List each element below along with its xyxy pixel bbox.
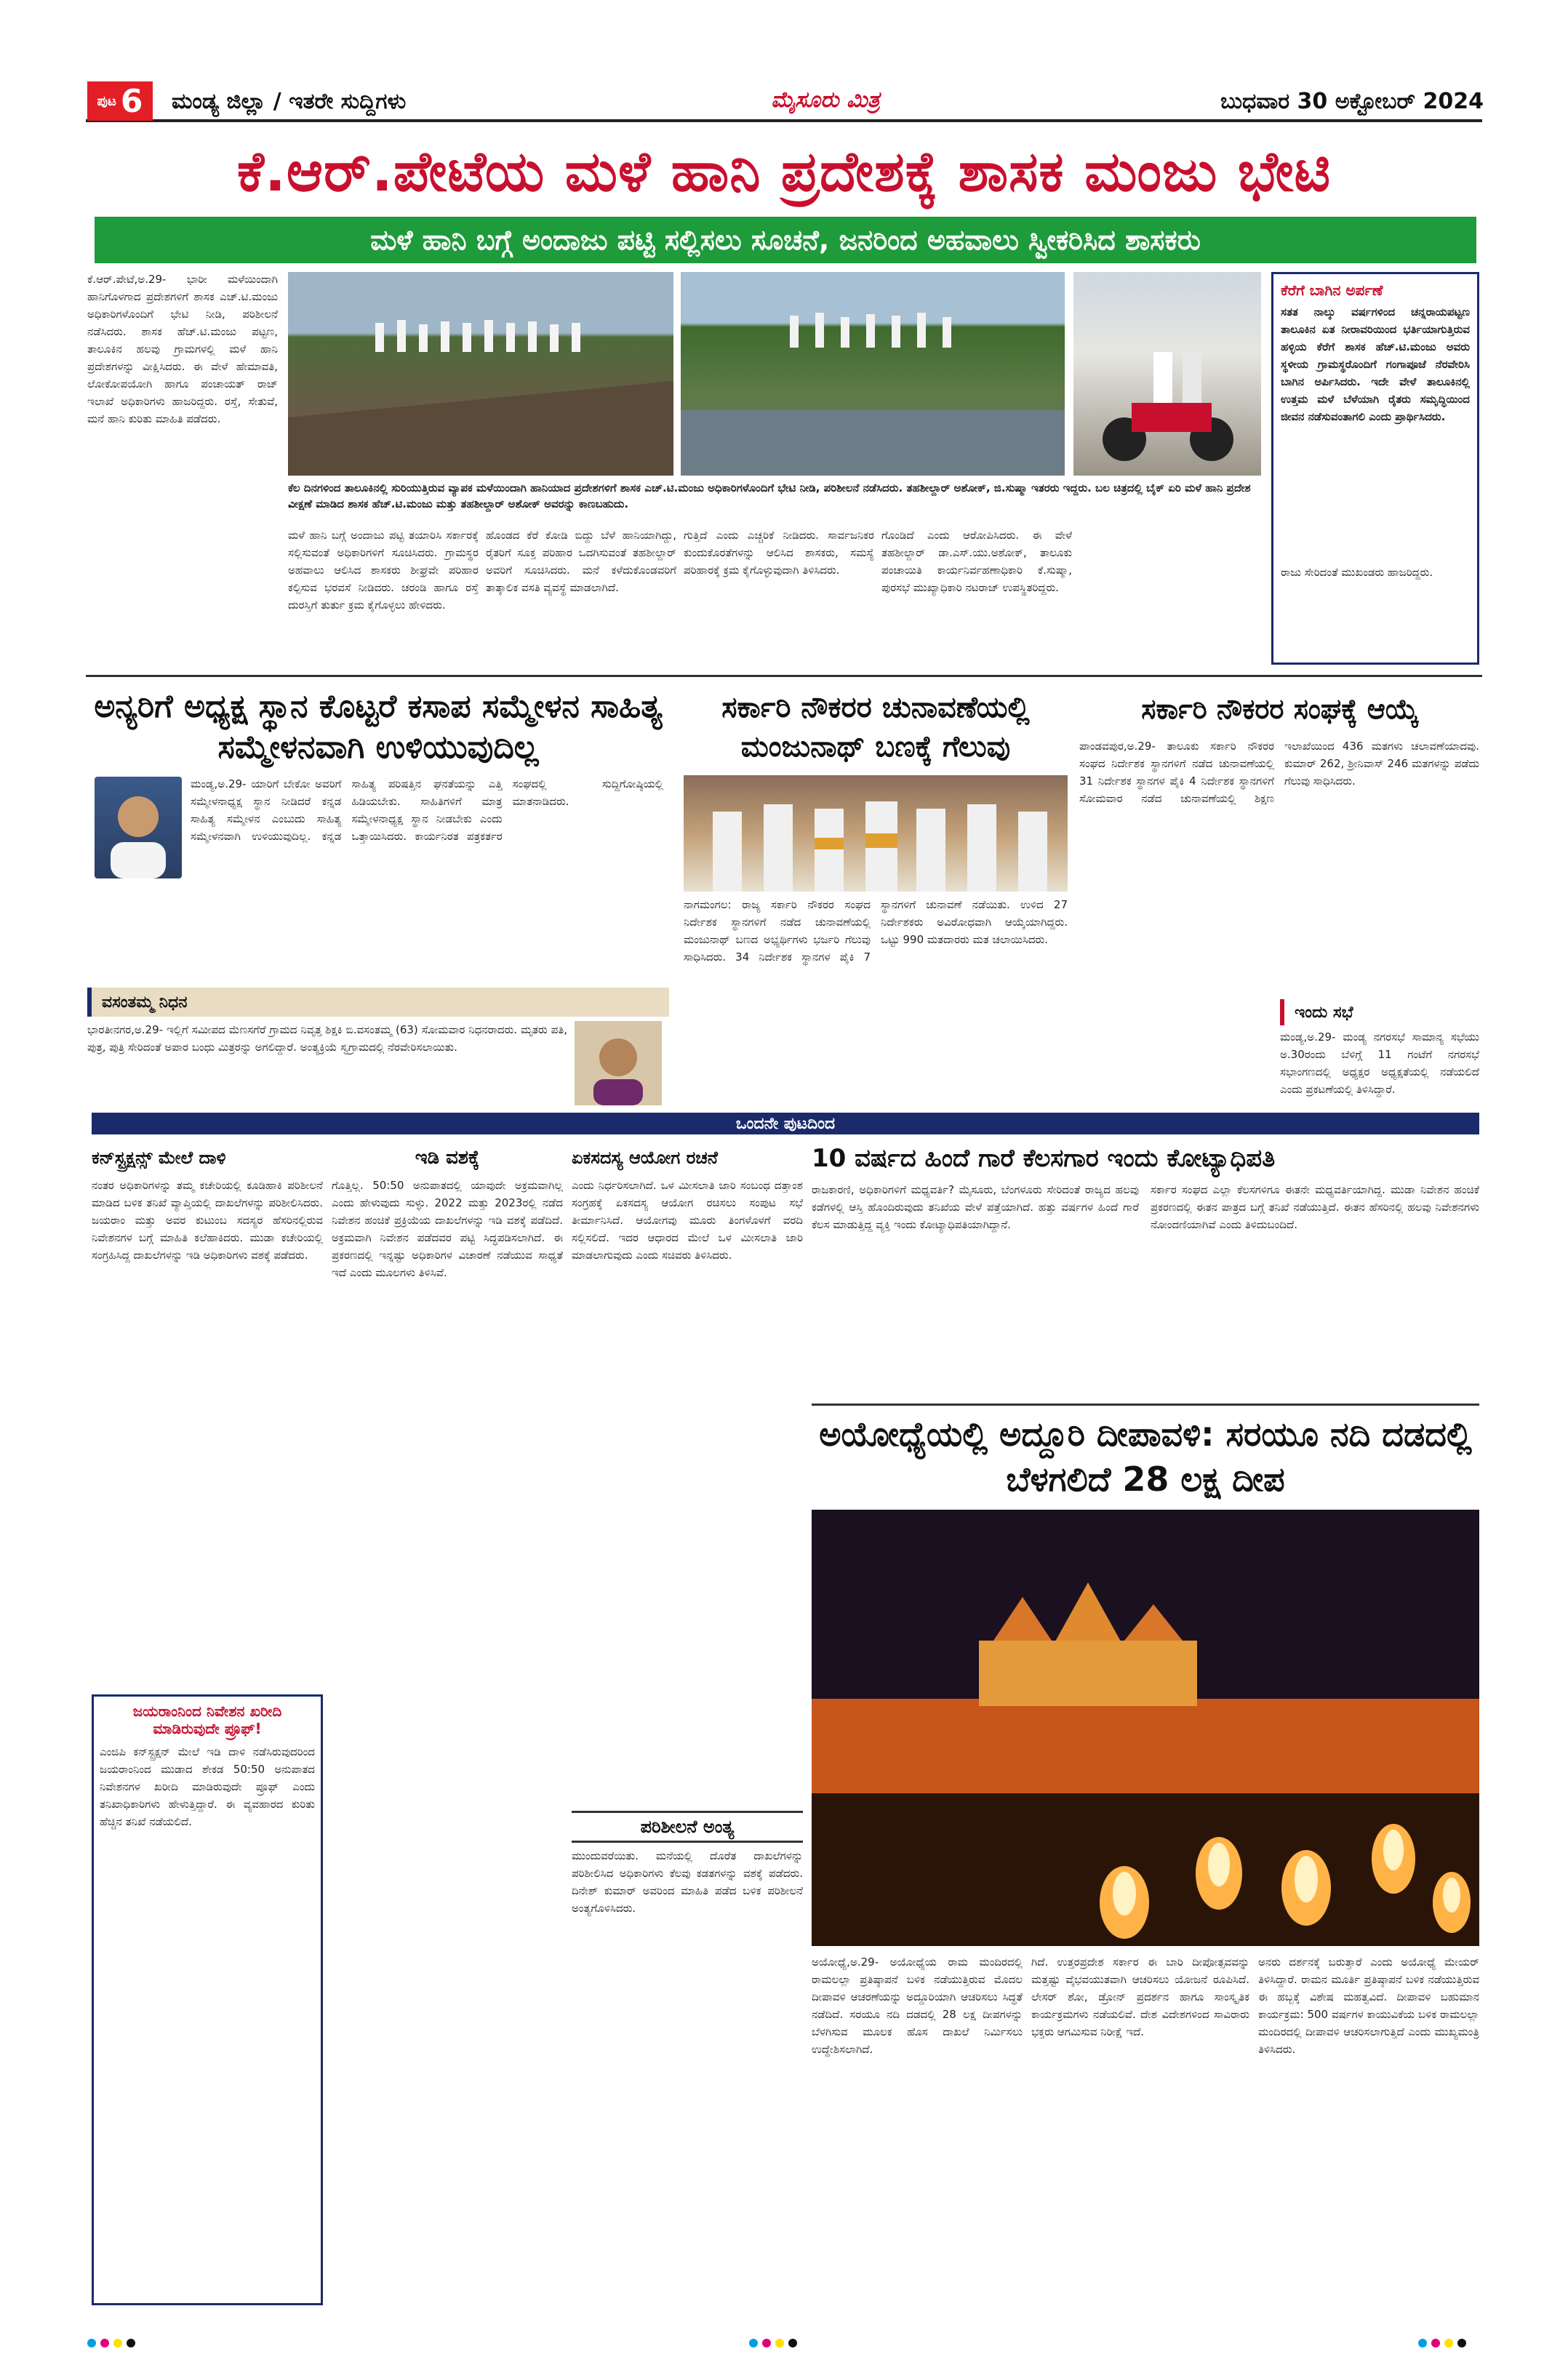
story3-headline: ಸರ್ಕಾರಿ ನೌಕರರ ಸಂಘಕ್ಕೆ ಆಯ್ಕೆ bbox=[1141, 692, 1419, 725]
c3-box-header bbox=[572, 1811, 803, 1843]
lead-body-col2: ಮಳೆ ಹಾನಿ ಬಗ್ಗೆ ಅಂದಾಜು ಪಟ್ಟಿ ತಯಾರಿಸಿ ಸರ್ಕಾರಕ್ಕೆ ಸಲ್ಲಿಸುವಂತೆ ಅಧಿಕಾರಿಗಳಿಗೆ ಸೂಚಿಸಿದರು. ಗ್ರಾಮಸ್ಥರ ಅಹವಾಲು ಆಲಿಸಿದ ಶಾಸಕರು ಶೀಘ್ರವೇ ಪರಿಹಾರ ಕಲ್ಪಿಸುವ ಭರವಸೆ ನೀಡಿದರು. ಚರಂಡಿ ಹಾಗೂ ರಸ್ತೆ ದುರಸ್ತಿಗೆ ತುರ್ತು ಕ್ರಮ ಕೈಗೊಳ್ಳಲು ಹೇಳಿದರು. bbox=[288, 529, 479, 612]
c1-box-body: ಎಂಜಿಪಿ ಕನ್‌ಸ್ಟ್ರಕ್ಷನ್ ಮೇಲೆ ಇಡಿ ದಾಳಿ ನಡೆಸಿರುವುದರಿಂದ ಜಯರಾಂನಿಂದ ಮುಡಾದ ಶೇಕಡ 50:50 ಅನುಪಾತದ ನಿವೇಶನಗಳ ಖರೀದಿ ಮಾಡಿರುವುದೇ ಪ್ರೂಫ್ ಎಂದು ತನಿಖಾಧಿಕಾರಿಗಳು ಹೇಳುತ್ತಿದ್ದಾರೆ. ಈ ವ್ಯವಹಾರದ ಕುರಿತು ಹೆಚ್ಚಿನ ತನಿಖೆ ನಡೆಯಲಿದೆ. bbox=[100, 1745, 315, 1828]
masthead-logo: ಮೈಸೂರು ಮಿತ್ರ bbox=[771, 87, 880, 113]
obituary-body: ಭಾರತೀನಗರ,ಅ.29- ಇಲ್ಲಿಗೆ ಸಮೀಪದ ಮೆಣಸಗೆರೆ ಗ್ರಾಮದ ನಿವೃತ್ತ ಶಿಕ್ಷಕಿ ಬಿ.ವಸಂತಮ್ಮ (63) ಸೋಮವಾರ ನಿಧನರಾದರು. ಮೃತರು ಪತಿ, ಪುತ್ರ, ಪುತ್ರಿ ಸೇರಿದಂತೆ ಅಪಾರ ಬಂಧು ಮಿತ್ರರನ್ನು ಅಗಲಿದ್ದಾರೆ. ಅಂತ್ಯಕ್ರಿಯೆ ಸ್ವಗ್ರಾಮದಲ್ಲಿ ನೆರವೇರಿಸಲಾಯಿತು. bbox=[87, 1023, 567, 1054]
print-registration-marks bbox=[1418, 2339, 1466, 2347]
winners-group-icon bbox=[684, 775, 1068, 892]
story1-portrait bbox=[95, 777, 182, 878]
c1-box bbox=[92, 1694, 323, 2305]
story2-photo bbox=[684, 775, 1068, 892]
story4-headline: 10 ವರ್ಷದ ಹಿಂದೆ ಗಾರೆ ಕೆಲಸಗಾರ ಇಂದು ಕೋಟ್ಯಾಧಿಪತಿ bbox=[812, 1144, 1276, 1173]
person-portrait-icon bbox=[95, 777, 182, 878]
sidebar-box-footer: ರಾಜು ಸೇರಿದಂತೆ ಮುಖಂಡರು ಹಾಜರಿದ್ದರು. bbox=[1281, 566, 1433, 579]
lead-headline: ಕೆ.ಆರ್.ಪೇಟೆಯ ಮಳೆ ಹಾನಿ ಪ್ರದೇಶಕ್ಕೆ ಶಾಸಕ ಮಂಜು ಭೇಟಿ bbox=[236, 138, 1332, 204]
print-registration-marks bbox=[87, 2339, 135, 2347]
story1-headline: ಅನ್ಯರಿಗೆ ಅಧ್ಯಕ್ಷ ಸ್ಥಾನ ಕೊಟ್ಟರೆ ಕಸಾಪ ಸಮ್ಮೇಳನ ಸಾಹಿತ್ಯ ಸಮ್ಮೇಳನವಾಗಿ ಉಳಿಯುವುದಿಲ್ಲ bbox=[94, 688, 663, 766]
photo-people-icon bbox=[288, 272, 673, 476]
page-number: 6 bbox=[120, 82, 143, 120]
lead-photo-inspection bbox=[681, 272, 1065, 476]
c2-headline: ಇಡಿ ವಶಕ್ಕೆ bbox=[415, 1146, 480, 1169]
lead-subheadline: ಮಳೆ ಹಾನಿ ಬಗ್ಗೆ ಅಂದಾಜು ಪಟ್ಟಿ ಸಲ್ಲಿಸಲು ಸೂಚನೆ, ಜನರಿಂದ ಅಹವಾಲು ಸ್ವೀಕರಿಸಿದ ಶಾಸಕರು bbox=[95, 217, 1476, 263]
issue-date: ಬುಧವಾರ 30 ಅಕ್ಟೋಬರ್ 2024 bbox=[1220, 88, 1484, 114]
lead-photo-caption: ಕೆಲ ದಿನಗಳಿಂದ ತಾಲೂಕಿನಲ್ಲಿ ಸುರಿಯುತ್ತಿರುವ ವ್ಯಾಪಕ ಮಳೆಯಿಂದಾಗಿ ಹಾನಿಯಾದ ಪ್ರದೇಶಗಳಿಗೆ ಶಾಸಕ ಎಚ್.ಟಿ.ಮಂಜು ಅಧಿಕಾರಿಗಳೊಂದಿಗೆ ಭೇಟಿ ನೀಡಿ, ಪರಿಶೀಲನೆ ನಡೆಸಿದರು. ತಹಶೀಲ್ದಾರ್ ಅಶೋಕ್, ಜಿ.ಸುಷ್ಮಾ ಇತರರು ಇದ್ದರು. ಬಲ ಚಿತ್ರದಲ್ಲಿ ಬೈಕ್ ಏರಿ ಮಳೆ ಹಾನಿ ಪ್ರದೇಶ ವೀಕ್ಷಣೆ ಮಾಡಿದ ಶಾಸಕ ಹೆಚ್.ಟಿ.ಮಂಜು ಮತ್ತು ತಹಶೀಲ್ದಾರ್ ಅಶೋಕ್ ಅವರನ್ನು ಕಾಣಬಹುದು. bbox=[288, 481, 1251, 511]
c1-headline: ಕನ್‌ಸ್ಟ್ರಕ್ಷನ್ಸ್ ಮೇಲೆ ದಾಳಿ bbox=[92, 1148, 226, 1168]
c3-headline: ಏಕಸದಸ್ಯ ಆಯೋಗ ರಚನೆ bbox=[572, 1148, 719, 1168]
c3-body: ಎಂದು ನಿರ್ಧರಿಸಲಾಗಿದೆ. ಒಳ ಮೀಸಲಾತಿ ಜಾರಿ ಸಂಬಂಧ ದತ್ತಾಂಶ ಸಂಗ್ರಹಕ್ಕೆ ಏಕಸದಸ್ಯ ಆಯೋಗ ರಚಿಸಲು ಸಂಪುಟ ಸಭೆ ತೀರ್ಮಾನಿಸಿದೆ. ಆಯೋಗವು ಮೂರು ತಿಂಗಳೊಳಗೆ ವರದಿ ಸಲ್ಲಿಸಲಿದೆ. ಇದರ ಆಧಾರದ ಮೇಲೆ ಒಳ ಮೀಸಲಾತಿ ಜಾರಿ ಮಾಡಲಾಗುವುದು ಎಂದು ಸಚಿವರು ತಿಳಿಸಿದರು. bbox=[572, 1179, 803, 1262]
c1-box-title: ಜಯರಾಂನಿಂದ ನಿವೇಶನ ಖರೀದಿ ಮಾಡಿರುವುದೇ ಪ್ರೂಫ್! bbox=[132, 1702, 282, 1737]
story1-body: ಮಂಡ್ಯ,ಅ.29- ಯಾರಿಗೆ ಬೇಕೋ ಅವರಿಗೆ ಸಮ್ಮೇಳನಾಧ್ಯಕ್ಷ ಸ್ಥಾನ ನೀಡಿದರೆ ಕನ್ನಡ ಸಾಹಿತ್ಯ ಸಮ್ಮೇಳನ ಎಂಬುದು ಸಾಹಿತ್ಯ ಸಮ್ಮೇಳನವಾಗಿ ಉಳಿಯುವುದಿಲ್ಲ. ಕನ್ನಡ ಸಾಹಿತ್ಯ ಪರಿಷತ್ತಿನ ಘನತೆಯನ್ನು ಎತ್ತಿ ಹಿಡಿಯಬೇಕು. ಸಾಹಿತಿಗಳಿಗೆ ಮಾತ್ರ ಸಮ್ಮೇಳನಾಧ್ಯಕ್ಷ ಸ್ಥಾನ ನೀಡಬೇಕು ಎಂದು ಒತ್ತಾಯಿಸಿದರು. ಕಾರ್ಯನಿರತ ಪತ್ರಕರ್ತರ ಸಂಘದಲ್ಲಿ ಸುದ್ದಿಗೋಷ್ಠಿಯಲ್ಲಿ ಮಾತನಾಡಿದರು. bbox=[191, 777, 663, 843]
motorbike-icon bbox=[1073, 272, 1261, 476]
c2-body: ಗೊತ್ತಿಲ್ಲ. 50:50 ಅನುಪಾತದಲ್ಲಿ ಯಾವುದೇ ಅಕ್ರಮವಾಗಿಲ್ಲ ಎಂದು ಹೇಳುವುದು ಸುಳ್ಳು. 2022 ಮತ್ತು 2023ರಲ್ಲಿ ನಡೆದ ನಿವೇಶನ ಹಂಚಿಕೆ ಪ್ರಕ್ರಿಯೆಯ ದಾಖಲೆಗಳನ್ನು ಇಡಿ ವಶಕ್ಕೆ ಪಡೆದಿದೆ. ಅಕ್ರಮವಾಗಿ ನಿವೇಶನ ಪಡೆದವರ ಪಟ್ಟಿ ಸಿದ್ಧಪಡಿಸಲಾಗಿದೆ. ಈ ಪ್ರಕರಣದಲ್ಲಿ ಇನ್ನಷ್ಟು ಅಧಿಕಾರಿಗಳ ವಿಚಾರಣೆ ನಡೆಯುವ ಸಾಧ್ಯತೆ ಇದೆ ಎಂದು ಮೂಲಗಳು ತಿಳಿಸಿವೆ. bbox=[332, 1179, 563, 1279]
lead-photo-bike bbox=[1073, 272, 1261, 476]
lead-photo-flood-damage bbox=[288, 272, 673, 476]
sidebar-box-body: ಸತತ ನಾಲ್ಕು ವರ್ಷಗಳಿಂದ ಚನ್ನರಾಯಪಟ್ಟಣ ತಾಲೂಕಿನ ಏತ ನೀರಾವರಿಯಿಂದ ಭರ್ತಿಯಾಗುತ್ತಿರುವ ಹಳ್ಳಿಯ ಕೆರೆಗೆ ಶಾಸಕ ಹೆಚ್.ಟಿ.ಮಂಜು ಅವರು ಸ್ಥಳೀಯ ಗ್ರಾಮಸ್ಥರೊಂದಿಗೆ ಗಂಗಾಪೂಜೆ ನೆರವೇರಿಸಿ ಬಾಗಿನ ಅರ್ಪಿಸಿದರು. ಇದೇ ವೇಳೆ ತಾಲೂಕಿನಲ್ಲಿ ಉತ್ತಮ ಮಳೆ ಬೆಳೆಯಾಗಿ ರೈತರು ಸಮೃದ್ಧಿಯಿಂದ ಜೀವನ ನಡೆಸುವಂತಾಗಲಿ ಎಂದು ಪ್ರಾರ್ಥಿಸಿದರು. bbox=[1281, 305, 1470, 423]
woman-portrait-icon bbox=[575, 1021, 662, 1105]
temple-diyas-icon bbox=[812, 1510, 1479, 1946]
sidebar-box bbox=[1271, 272, 1479, 665]
page-label: ಪುಟ bbox=[97, 93, 116, 109]
lead-body-col3: ಹೊಂಡದ ಕೆರೆ ಕೋಡಿ ಬಿದ್ದು ಬೆಳೆ ಹಾನಿಯಾಗಿದ್ದು, ರೈತರಿಗೆ ಸೂಕ್ತ ಪರಿಹಾರ ಒದಗಿಸುವಂತೆ ತಹಶೀಲ್ದಾರ್ ಅವರಿಗೆ ಸೂಚಿಸಿದರು. ಮನೆ ಕಳೆದುಕೊಂಡವರಿಗೆ ತಾತ್ಕಾಲಿಕ ವಸತಿ ವ್ಯವಸ್ಥೆ ಮಾಡಲಾಗಿದೆ. bbox=[486, 529, 676, 594]
story5-body-3: ಅನರು ದರ್ಶನಕ್ಕೆ ಬರುತ್ತಾರೆ ಎಂದು ಅಯೋಧ್ಯೆ ಮೇಯರ್ ತಿಳಿಸಿದ್ದಾರೆ. ರಾಮನ ಮೂರ್ತಿ ಪ್ರತಿಷ್ಠಾಪನೆ ಬಳಿಕ ನಡೆಯುತ್ತಿರುವ ಈ ಹಬ್ಬಕ್ಕೆ ವಿಶೇಷ ಮಹತ್ವವಿದೆ. ದೀಪಾವಳಿ ಬಹುಮಾನ ಕಾರ್ಯಕ್ರಮ: 500 ವರ್ಷಗಳ ಕಾಯುವಿಕೆಯ ಬಳಿಕ ರಾಮಲಲ್ಲಾ ಮಂದಿರದಲ್ಲಿ ದೀಪಾವಳಿ ಆಚರಿಸಲಾಗುತ್ತಿದೆ ಎಂದು ಮುಖ್ಯಮಂತ್ರಿ ತಿಳಿಸಿದರು. bbox=[1258, 1955, 1479, 2056]
obituary-portrait bbox=[575, 1021, 662, 1105]
story4-body-right: ಸರ್ಕಾರ ಸಂಘದ ಎಲ್ಲಾ ಕೆಲಸಗಳಿಗೂ ಈತನೇ ಮಧ್ಯವರ್ತಿಯಾಗಿದ್ದ. ಮುಡಾ ನಿವೇಶನ ಹಂಚಿಕೆ ಪ್ರಕರಣದಲ್ಲಿ ಈತನ ಪಾತ್ರದ ಬಗ್ಗೆ ತನಿಖೆ ನಡೆಯುತ್ತಿದೆ. ಈತನ ಹೆಸರಿನಲ್ಲಿ ಹಲವು ನಿವೇಶನಗಳು ನೋಂದಣಿಯಾಗಿವೆ ಎಂದು ತಿಳಿದುಬಂದಿದೆ. bbox=[1151, 1183, 1479, 1231]
print-registration-marks bbox=[749, 2339, 797, 2347]
section-title: ಮಂಡ್ಯ ಜಿಲ್ಲಾ / ಇತರೇ ಸುದ್ದಿಗಳು bbox=[172, 88, 407, 114]
story2-headline: ಸರ್ಕಾರಿ ನೌಕರರ ಚುನಾವಣೆಯಲ್ಲಿ ಮಂಜುನಾಥ್ ಬಣಕ್ಕೆ ಗೆಲುವು bbox=[721, 691, 1030, 764]
story5-body-2: ಗಿದೆ. ಉತ್ತರಪ್ರದೇಶ ಸರ್ಕಾರ ಈ ಬಾರಿ ದೀಪೋತ್ಸವವನ್ನು ಮತ್ತಷ್ಟು ವೈಭವಯುತವಾಗಿ ಆಚರಿಸಲು ಯೋಜನೆ ರೂಪಿಸಿದೆ. ಲೇಸರ್ ಶೋ, ಡ್ರೋನ್ ಪ್ರದರ್ಶನ ಹಾಗೂ ಸಾಂಸ್ಕೃತಿಕ ಕಾರ್ಯಕ್ರಮಗಳು ನಡೆಯಲಿವೆ. ದೇಶ ವಿದೇಶಗಳಿಂದ ಸಾವಿರಾರು ಭಕ್ತರು ಆಗಮಿಸುವ ನಿರೀಕ್ಷೆ ಇದೆ. bbox=[1031, 1955, 1249, 2038]
story5-headline: ಅಯೋಧ್ಯೆಯಲ್ಲಿ ಅದ್ದೂರಿ ದೀಪಾವಳಿ: ಸರಯೂ ನದಿ ದಡದಲ್ಲಿ ಬೆಳಗಲಿದೆ 28 ಲಕ್ಷ ದೀಪ bbox=[819, 1414, 1472, 1499]
c3-box-title: ಪರಿಶೀಲನೆ ಅಂತ್ಯ bbox=[640, 1817, 735, 1837]
meeting-title: ಇಂದು ಸಭೆ bbox=[1280, 999, 1479, 1025]
story5-body-1: ಅಯೋಧ್ಯೆ,ಅ.29- ಅಯೋಧ್ಯೆಯ ರಾಮ ಮಂದಿರದಲ್ಲಿ ರಾಮಲಲ್ಲಾ ಪ್ರತಿಷ್ಠಾಪನೆ ಬಳಿಕ ನಡೆಯುತ್ತಿರುವ ಮೊದಲ ದೀಪಾವಳಿ ಆಚರಣೆಯನ್ನು ಅದ್ದೂರಿಯಾಗಿ ಆಚರಿಸಲು ಸಿದ್ಧತೆ ನಡೆದಿದೆ. ಸರಯೂ ನದಿ ದಡದಲ್ಲಿ 28 ಲಕ್ಷ ದೀಪಗಳನ್ನು ಬೆಳಗಿಸುವ ಮೂಲಕ ಹೊಸ ದಾಖಲೆ ನಿರ್ಮಿಸಲು ಉದ್ದೇಶಿಸಲಾಗಿದೆ. bbox=[812, 1955, 1023, 2056]
story4-body-left: ರಾಜಕಾರಣಿ, ಅಧಿಕಾರಿಗಳಿಗೆ ಮಧ್ಯವರ್ತಿ? ಮೈಸೂರು, ಬೆಂಗಳೂರು ಸೇರಿದಂತೆ ರಾಜ್ಯದ ಹಲವು ಕಡೆಗಳಲ್ಲಿ ಆಸ್ತಿ ಹೊಂದಿರುವುದು ತನಿಖೆಯ ವೇಳೆ ಪತ್ತೆಯಾಗಿದೆ. ಹತ್ತು ವರ್ಷಗಳ ಹಿಂದೆ ಗಾರೆ ಕೆಲಸ ಮಾಡುತ್ತಿದ್ದ ವ್ಯಕ್ತಿ ಇಂದು ಕೋಟ್ಯಾಧಿಪತಿಯಾಗಿದ್ದಾನೆ. bbox=[812, 1183, 1139, 1231]
page-number-box bbox=[87, 81, 153, 121]
story5-photo-ayodhya bbox=[812, 1510, 1479, 1946]
sidebar-box-title: ಕೆರೆಗೆ ಬಾಗಿನ ಅರ್ಪಣೆ bbox=[1281, 281, 1383, 299]
story2-body: ನಾಗಮಂಗಲ: ರಾಜ್ಯ ಸರ್ಕಾರಿ ನೌಕರರ ಸಂಘದ ನಿರ್ದೇಶಕ ಸ್ಥಾನಗಳಿಗೆ ನಡೆದ ಚುನಾವಣೆಯಲ್ಲಿ ಮಂಜುನಾಥ್ ಬಣದ ಅಭ್ಯರ್ಥಿಗಳು ಭರ್ಜರಿ ಗೆಲುವು ಸಾಧಿಸಿದರು. 34 ನಿರ್ದೇಶಕ ಸ್ಥಾನಗಳ ಪೈಕಿ 7 ಸ್ಥಾನಗಳಿಗೆ ಚುನಾವಣೆ ನಡೆಯಿತು. ಉಳಿದ 27 ನಿರ್ದೇಶಕರು ಅವಿರೋಧವಾಗಿ ಆಯ್ಕೆಯಾಗಿದ್ದರು. ಒಟ್ಟು 990 ಮತದಾರರು ಮತ ಚಲಾಯಿಸಿದರು. bbox=[684, 898, 1068, 964]
c1-body: ನಂತರ ಅಧಿಕಾರಿಗಳನ್ನು ತಮ್ಮ ಕಚೇರಿಯಲ್ಲಿ ಕೂಡಿಹಾಕಿ ಪರಿಶೀಲನೆ ಮಾಡಿದ ಬಳಿಕ ತನಿಖೆ ವ್ಯಾಪ್ತಿಯಲ್ಲಿ ದಾಖಲೆಗಳನ್ನು ಪರಿಶೀಲಿಸಿದರು. ಜಯರಾಂ ಮತ್ತು ಅವರ ಕುಟುಂಬ ಸದಸ್ಯರ ಹೆಸರಿನಲ್ಲಿರುವ ನಿವೇಶನಗಳ ಬಗ್ಗೆ ಮಾಹಿತಿ ಕಲೆಹಾಕಿದರು. ಮುಡಾ ಕಚೇರಿಯಲ್ಲಿ ಸಂಗ್ರಹಿಸಿದ್ದ ದಾಖಲೆಗಳನ್ನು ಇಡಿ ಅಧಿಕಾರಿಗಳು ವಶಕ್ಕೆ ಪಡೆದರು. bbox=[92, 1179, 323, 1262]
c3-box-body: ಮುಂದುವರೆಯಿತು. ಮನೆಯಲ್ಲಿ ದೊರೆತ ದಾಖಲೆಗಳನ್ನು ಪರಿಶೀಲಿಸಿದ ಅಧಿಕಾರಿಗಳು ಕೆಲವು ಕಡತಗಳನ್ನು ವಶಕ್ಕೆ ಪಡೆದರು. ದಿನೇಶ್ ಕುಮಾರ್ ಅವರಿಂದ ಮಾಹಿತಿ ಪಡೆದ ಬಳಿಕ ಪರಿಶೀಲನೆ ಅಂತ್ಯಗೊಳಿಸಿದರು. bbox=[572, 1849, 803, 1915]
meeting-body: ಮಂಡ್ಯ,ಅ.29- ಮಂಡ್ಯ ನಗರಸಭೆ ಸಾಮಾನ್ಯ ಸಭೆಯು ಅ.30ರಂದು ಬೆಳಿಗ್ಗೆ 11 ಗಂಟೆಗೆ ನಗರಸಭೆ ಸಭಾಂಗಣದಲ್ಲಿ ಅಧ್ಯಕ್ಷರ ಅಧ್ಯಕ್ಷತೆಯಲ್ಲಿ ನಡೆಯಲಿದೆ ಎಂದು ಪ್ರಕಟಣೆಯಲ್ಲಿ ತಿಳಿಸಿದ್ದಾರೆ. bbox=[1280, 1030, 1479, 1096]
divider bbox=[812, 1404, 1479, 1406]
story3-body: ಪಾಂಡವಪುರ,ಅ.29- ತಾಲೂಕು ಸರ್ಕಾರಿ ನೌಕರರ ಸಂಘದ ನಿರ್ದೇಶಕ ಸ್ಥಾನಗಳಿಗೆ ನಡೆದ ಚುನಾವಣೆಯಲ್ಲಿ 31 ನಿರ್ದೇಶಕ ಸ್ಥಾನಗಳ ಪೈಕಿ 4 ನಿರ್ದೇಶಕ ಸ್ಥಾನಗಳಿಗೆ ಸೋಮವಾರ ನಡೆದ ಚುನಾವಣೆಯಲ್ಲಿ ಶಿಕ್ಷಣ ಇಲಾಖೆಯಿಂದ 436 ಮತಗಳು ಚಲಾವಣೆಯಾದವು. ಕುಮಾರ್ 262, ಶ್ರೀನಿವಾಸ್ 246 ಮತಗಳನ್ನು ಪಡೆದು ಗೆಲುವು ಸಾಧಿಸಿದರು. bbox=[1079, 740, 1479, 805]
continued-from-page1-bar: ಒಂದನೇ ಪುಟದಿಂದ bbox=[92, 1113, 1479, 1134]
lead-body-col1: ಕೆ.ಆರ್.ಪೇಟೆ,ಅ.29- ಭಾರೀ ಮಳೆಯಿಂದಾಗಿ ಹಾನಿಗೊಳಗಾದ ಪ್ರದೇಶಗಳಿಗೆ ಶಾಸಕ ಎಚ್.ಟಿ.ಮಂಜು ಅಧಿಕಾರಿಗಳೊಂದಿಗೆ ಭೇಟಿ ನೀಡಿ, ಪರಿಶೀಲನೆ ನಡೆಸಿದರು. ಶಾಸಕ ಹೆಚ್.ಟಿ.ಮಂಜು ಪಟ್ಟಣ, ತಾಲೂಕಿನ ಹಲವು ಗ್ರಾಮಗಳಲ್ಲಿ ಮಳೆ ಹಾನಿ ಪ್ರದೇಶಗಳನ್ನು ವೀಕ್ಷಿಸಿದರು. ಈ ವೇಳೆ ಹೇಮಾವತಿ, ಲೋಕೋಪಯೋಗಿ ಹಾಗೂ ಪಂಚಾಯತ್ ರಾಜ್ ಇಲಾಖೆ ಅಧಿಕಾರಿಗಳು ಹಾಜರಿದ್ದರು. ರಸ್ತೆ, ಸೇತುವೆ, ಮನೆ ಹಾನಿ ಕುರಿತು ಮಾಹಿತಿ ಪಡೆದರು. bbox=[87, 273, 278, 425]
obituary-title: ವಸಂತಮ್ಮ ನಿಧನ bbox=[87, 988, 669, 1017]
lead-body-col5: ಗೊಂಡಿದೆ ಎಂದು ಆರೋಪಿಸಿದರು. ಈ ವೇಳೆ ತಹಶೀಲ್ದಾರ್ ಡಾ.ಎಸ್.ಯು.ಅಶೋಕ್, ತಾಲೂಕು ಪಂಚಾಯಿತಿ ಕಾರ್ಯನಿರ್ವಹಣಾಧಿಕಾರಿ ಕೆ.ಸುಷ್ಮಾ, ಪುರಸಭೆ ಮುಖ್ಯಾಧಿಕಾರಿ ನಟರಾಜ್ ಉಪಸ್ಥಿತರಿದ್ದರು. bbox=[881, 529, 1072, 594]
photo-group-icon bbox=[681, 272, 1065, 476]
divider bbox=[86, 675, 1482, 677]
lead-body-col4: ಗುತ್ತಿದೆ ಎಂದು ಎಚ್ಚರಿಕೆ ನೀಡಿದರು. ಸಾರ್ವಜನಿಕರ ಕುಂದುಕೊರತೆಗಳನ್ನು ಆಲಿಸಿದ ಶಾಸಕರು, ಸಮಸ್ಯೆ ಪರಿಹಾರಕ್ಕೆ ಕ್ರಮ ಕೈಗೊಳ್ಳುವುದಾಗಿ ತಿಳಿಸಿದರು. bbox=[684, 529, 874, 577]
